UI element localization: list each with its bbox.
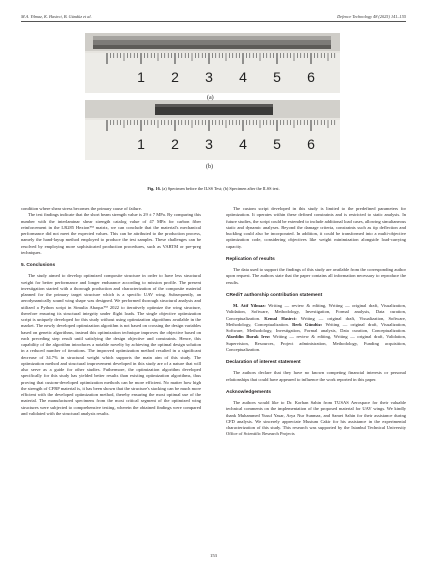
right-column (226, 206, 406, 438)
figure-caption-label: Fig. 16. (147, 186, 161, 191)
running-header-authors: M.A. Yilmaz, K. Hasirci, B. Gündüz et al. (21, 14, 92, 19)
ruler-number: 5 (273, 69, 281, 85)
ruler-number: 4 (239, 69, 247, 85)
running-header-journal: Defence Technology 48 (2025) 141–155 (337, 14, 406, 19)
left-paragraph-3: The study aimed to develop optimized composite structure in order to have less structural weight for better performance and longer endurance according to mission profile. The present investigation started with a thorough production and characterization of the composite material planned for the primary target structure which is a specific UAV wing. Subsequently, an aerodynamically sound wing shape was designed. We performed thorough structural analysis and utilized a Python script in Simulia Abaqus™ 2022 to iteratively optimize the wing structure, therefore ensuring its structural integrity under flight loads. The single objective optimization script is uniquely developed for this study without using optimization algorithms available in the market. The newly developed optimization algorithm is not based on crossing the design variables based on genetic algorithms, instead this optimization technique improves the objective based on each preceding step result until satisfying the design objective and constraints. Hence, this capability of the algorithm introduces a notable novelty by achieving the optimal design solution in a reduced number of iterations. The improved optimization method resulted in a significant decrease of 34.7% in structural weight which supports the main aim of this study. The optimization method and structural improvement developed in this study are of a nature that will also serve as a guide for other studies. Futhermore, the optimization algorithm developed specifically for this study has yielded better results than existing optimization algorithms, thus proving that custom-developed optimization methods can be more efficient. No matter how high the strength of CFRP material is, it has been shown that the structure's stacking can be much more efficient with the developed optimization method, thereby ensuring the most optimal use of the material. The manufactured specimens from the most critical segment of the optimized wing structures were subjected to comprehensive testing, wherein the obtained findings were compared and validated with the structural analysis results. (21, 273, 201, 416)
credit-text-2: Writing — original draft, Visualization, Software, Methodology, Conceptualization. (226, 315, 406, 327)
ruler-number: 2 (171, 136, 179, 152)
ruler-number: 1 (137, 136, 145, 152)
specimen-ruler-photo-b (85, 100, 340, 160)
replication-heading: Replication of results (226, 256, 275, 262)
credit-text-1: Writing — review & editing, Writing — original draft, Visualization, Validation, Software, Methodology, Investigation, Formal analysis, Data curation, Conceptualization. (226, 303, 406, 321)
ruler-number: 1 (137, 69, 145, 85)
left-paragraph-1: condition where shear stress becomes the primary cause of failure. (21, 206, 142, 211)
ruler-number: 4 (239, 136, 247, 152)
credit-statement (226, 303, 406, 353)
specimen-ruler-photo-a (85, 33, 340, 93)
left-paragraph-2: The test findings indicate that the short beam strength value is 29 ± 7 MPa. By comparing this number with the interlaminar shear strength catalog value of 47 MPa for carbon fiber reinforcement in the LR285 Hexion™ matrix, we can conclude that the material's mechanical performance did not meet the expected values. This can be attributed to the production process, namely the hand-layup method employed to produce the test samples. These challenges can be resolved by employing more sophisticated production procedures, such as VARTM or pre-preg techniques. (21, 212, 201, 255)
ruler-number: 5 (273, 136, 281, 152)
right-paragraph-1: The custom script developed in this study is limited to the predefined parameters for optimization. It operates within these defined constraints and is restricted to static analysis. In future studies, the script could be extended to include additional load cases, allowing simultaneous static and dynamic analyses. Beyond the damage criteria, constraints such as tip deflection and buckling could also be incorporated. In addition, it could be transformed into a multi-objective optimization code, considering objectives like weight minimization alongside load-carrying capacity. (226, 206, 406, 249)
credit-heading: CRediT authorship contribution statement (226, 292, 323, 298)
conclusions-heading: 5. Conclusions (21, 263, 56, 268)
credit-name-4: Alaeddin Burak Irez: (226, 334, 271, 340)
panel-a-label: (a) (207, 95, 214, 101)
credit-text-3: Writing — original draft, Visualization, Software, Methodology, Investigation, Formal analysis, Data curation, Conceptualization. (226, 321, 407, 333)
figure-caption (21, 186, 406, 191)
figure-panel-a-photo (85, 33, 340, 93)
interest-heading: Declaration of interest statement (226, 360, 301, 365)
right-paragraph-2: The data used to support the findings of this study are available from the corresponding author upon request. The authors state that the paper contains all information necessary to reproduce the results. (226, 267, 406, 285)
figure-caption-text: (a) Specimen before the ILSS Test; (b) Specimen after the ILSS test. (161, 186, 280, 191)
credit-name-3: Berk Gündüz: (292, 321, 323, 327)
figure-panel-b-photo (85, 100, 340, 160)
left-column (21, 206, 201, 417)
ruler-number: 2 (171, 69, 179, 85)
header-rule (21, 21, 406, 22)
panel-b-label: (b) (206, 164, 213, 170)
ruler-number: 6 (307, 69, 315, 85)
credit-name-2: Kemal Hasirci: (264, 315, 297, 321)
page-number: 153 (210, 553, 217, 558)
right-paragraph-4: The authors would like to Dr. Korhan Sahin from TUSAS Aerospace for their valuable technical comments on the implementation of the proposed material for UAV wings. We kindly thank Muhammed Yusuf Yasar, Arya Nur Sunmaz, and Samet Sahin for their assistance during CFD analysis. We sincerely appreciate Mustum Cakir for his assistance in the experimental characterization of this study. This research was supported by the Istanbul Technical University Office of Scientific Research Projects (226, 400, 406, 437)
ruler-number: 6 (307, 136, 315, 152)
right-paragraph-3: The authors declare that they have no known competing financial interests or personal relationships that could have appeared to influence the work reported in this paper. (226, 370, 406, 382)
ruler-number: 3 (205, 69, 213, 85)
ruler-number: 3 (205, 136, 213, 152)
acknowledgements-heading: Acknowledgements (226, 389, 272, 395)
credit-name-1: M. Atif Yilmaz: (233, 303, 266, 308)
credit-text-4: Writing — review & editing, Writing — original draft, Validation, Supervision, Resources, Project administration, Methodology, Funding acquisition, Conceptualization. (226, 334, 406, 352)
